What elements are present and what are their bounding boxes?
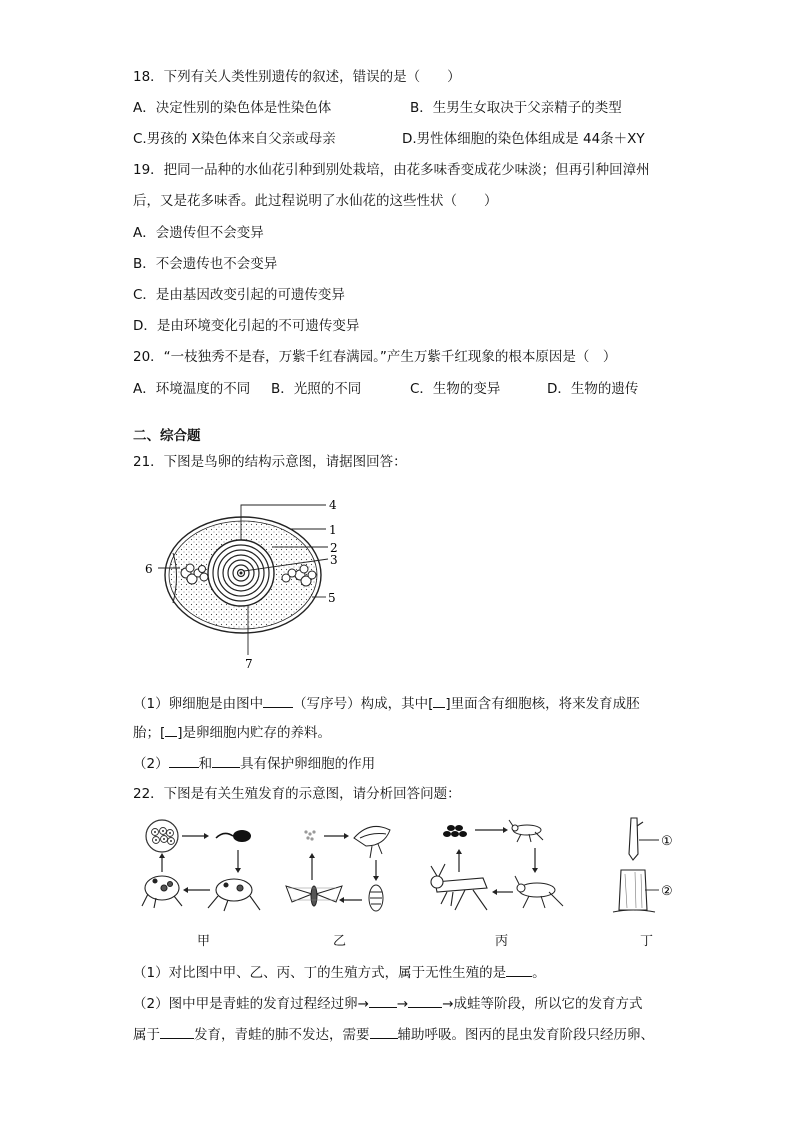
q21-p1-text-e: ]是卵细胞内贮存的养料。 — [177, 725, 332, 741]
q18-option-a: A．决定性别的染色体是性染色体 — [133, 100, 332, 116]
q22-p2-text-a: （2）图中甲是青蛙的发育过程经过卵→ — [133, 996, 369, 1012]
grafting-diagram — [605, 814, 700, 924]
q22-blank-respiration[interactable] — [370, 1024, 398, 1039]
q19-option-a: A．会遗传但不会变异 — [133, 225, 264, 241]
section-title: 二、综合题 — [133, 428, 201, 444]
tadpole-icon — [216, 830, 251, 842]
q21-part1-line1 — [133, 693, 640, 713]
q18-option-c: C.男孩的 X染色体来自父亲或母亲 — [133, 131, 336, 147]
grasshopper-life-cycle — [425, 818, 575, 918]
label-2: 2 — [330, 541, 338, 555]
stock-icon — [613, 870, 655, 912]
moth-life-cycle — [282, 818, 402, 918]
q22-stem: 22．下图是有关生殖发育的示意图，请分析回答问题： — [133, 786, 461, 802]
q21-p1-text-d: 胎；[ — [133, 725, 166, 741]
q21-stem: 21．下图是鸟卵的结构示意图，请据图回答： — [133, 454, 407, 470]
q21-part2 — [133, 753, 375, 773]
nymph-large-icon — [515, 876, 563, 908]
caption-jia: 甲 — [197, 934, 211, 949]
germinal-disc — [240, 572, 243, 575]
q21-blank-protect-2[interactable] — [212, 753, 240, 768]
q22-p3-text-c: 辅助呼吸。图丙的昆虫发育阶段只经历卵、 — [397, 1027, 654, 1043]
q22-p2-text-b: → — [396, 996, 409, 1012]
label-5: 5 — [328, 591, 336, 605]
q18-stem: 18．下列有关人类性别遗传的叙述，错误的是（ ） — [133, 69, 461, 85]
q21-blank-protect-1[interactable] — [169, 753, 199, 768]
q22-p3-text-b: 发育，青蛙的肺不发达，需要 — [194, 1027, 370, 1043]
q21-p1-text-b: （写序号）构成，其中[ — [293, 696, 434, 712]
label-6: 6 — [145, 562, 153, 576]
adult-frog-icon — [142, 876, 182, 908]
q22-part1 — [133, 962, 546, 982]
caption-yi: 乙 — [333, 934, 347, 949]
q22-part3 — [133, 1024, 654, 1044]
q21-part1-line2 — [133, 722, 331, 742]
q21-blank-nucleus[interactable] — [433, 693, 445, 708]
q20-option-a: A．环境温度的不同 — [133, 381, 251, 397]
q19-option-b: B．不会遗传也不会变异 — [133, 256, 278, 272]
moth-eggs-icon — [304, 830, 315, 840]
q22-p1-text-b: 。 — [532, 965, 546, 981]
q19-stem-line2: 后，又是花多味香。此过程说明了水仙花的这些性状（ ） — [133, 193, 498, 209]
q20-option-d: D．生物的遗传 — [547, 381, 639, 397]
grasshopper-eggs-icon — [443, 825, 467, 837]
label-3: 3 — [330, 553, 338, 567]
q22-blank-stage-2[interactable] — [408, 993, 442, 1008]
q19-option-c: C．是由基因改变引起的可遗传变异 — [133, 287, 345, 303]
pupa-icon — [369, 885, 383, 911]
larva-on-leaf-icon — [354, 826, 390, 858]
q21-p1-text-c: ]里面含有细胞核，将来发育成胚 — [445, 696, 640, 712]
mark-scion: ① — [661, 834, 673, 849]
label-1: 1 — [329, 523, 337, 537]
q21-blank-seq[interactable] — [263, 693, 293, 708]
q20-option-c: C．生物的变异 — [410, 381, 501, 397]
q22-p2-text-c: →成蛙等阶段，所以它的发育方式 — [442, 996, 643, 1012]
scion-icon — [629, 818, 643, 860]
q18-option-b: B．生男生女取决于父亲精子的类型 — [410, 100, 622, 116]
q21-p2-text-c: 具有保护卵细胞的作用 — [240, 756, 376, 772]
label-7: 7 — [245, 657, 253, 671]
bird-egg-diagram — [140, 493, 360, 673]
q21-p2-text-b: 和 — [198, 756, 213, 772]
q19-stem-line1: 19．把同一品种的水仙花引种到别处栽培，由花多味香变成花少味淡；但再引种回漳州 — [133, 162, 650, 178]
q22-p3-text-a: 属于 — [133, 1027, 160, 1043]
label-4: 4 — [329, 498, 337, 512]
caption-ding: 丁 — [640, 934, 654, 949]
q22-blank-asexual[interactable] — [506, 962, 532, 977]
adult-moth-icon — [286, 886, 342, 906]
q20-stem: 20．“一枝独秀不是春，万紫千红春满园。”产生万紫千红现象的根本原因是（ ） — [133, 349, 617, 365]
q21-blank-yolk[interactable] — [165, 722, 177, 737]
young-frog-icon — [208, 879, 260, 911]
mark-stock: ② — [661, 884, 673, 899]
q22-blank-development[interactable] — [160, 1024, 194, 1039]
q21-p1-text-a: （1）卵细胞是由图中 — [133, 696, 264, 712]
q22-blank-stage-1[interactable] — [369, 993, 397, 1008]
caption-bing: 丙 — [495, 934, 509, 949]
q19-option-d: D．是由环境变化引起的不可遗传变异 — [133, 318, 360, 334]
q22-p1-text-a: （1）对比图中甲、乙、丙、丁的生殖方式，属于无性生殖的是 — [133, 965, 507, 981]
q20-option-b: B．光照的不同 — [271, 381, 362, 397]
q22-part2 — [133, 993, 643, 1013]
q18-option-d: D.男性体细胞的染色体组成是 44条＋XY — [402, 131, 645, 147]
nymph-small-icon — [509, 820, 543, 842]
frog-life-cycle — [138, 818, 268, 918]
q21-p2-text-a: （2） — [133, 756, 169, 772]
